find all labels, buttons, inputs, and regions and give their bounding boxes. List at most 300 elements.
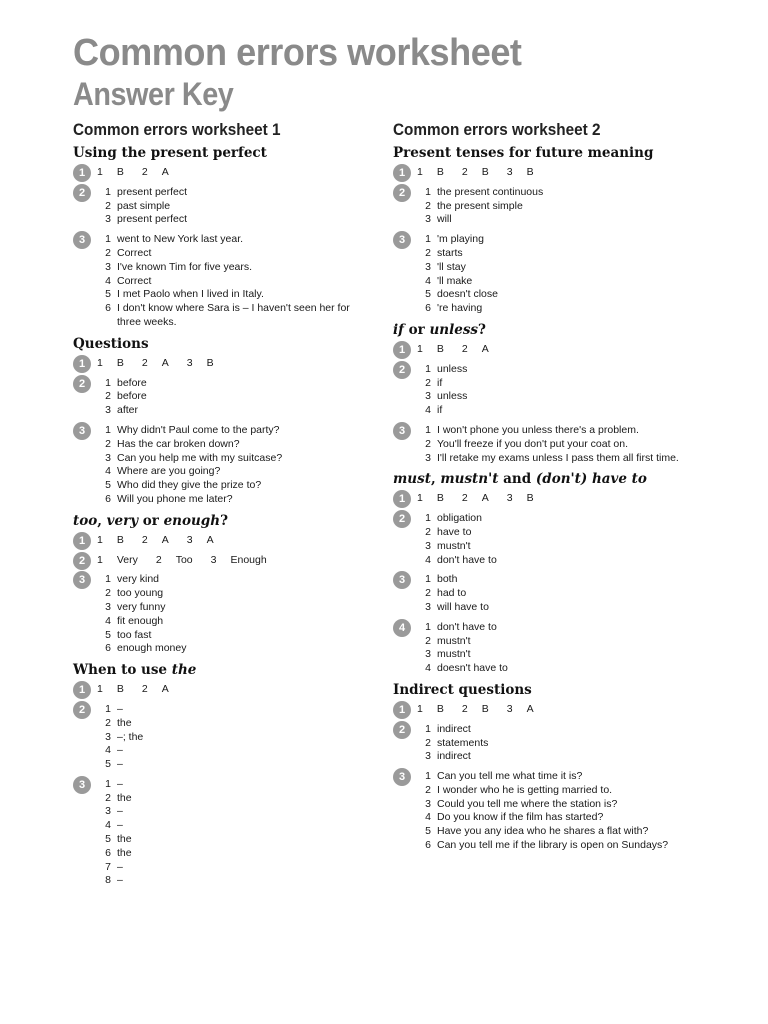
answer-number: 1 (417, 702, 423, 715)
answer-text: Have you any idea who he shares a flat with? (437, 825, 649, 838)
exercise-number-badge: 1 (393, 341, 411, 359)
exercise-number-badge: 3 (393, 231, 411, 249)
answer-row (417, 275, 723, 289)
answer-text: Who did they give the prize to? (117, 479, 262, 492)
answer-number: 2 (425, 525, 431, 538)
answer-text: 'll make (437, 274, 473, 287)
answer-row (417, 424, 723, 438)
answer-text: A (161, 166, 169, 178)
section-title-part: Questions (73, 335, 149, 352)
answer-row (97, 213, 373, 227)
answer-number: 2 (425, 376, 431, 389)
inline-answers (417, 166, 723, 180)
inline-answers (417, 343, 723, 357)
answer-text: Correct (117, 246, 152, 259)
inline-answers (97, 683, 373, 697)
exercise (393, 770, 723, 853)
answer-number: 1 (425, 423, 431, 436)
answer-number: 1 (425, 722, 431, 735)
answer-text: B (116, 683, 124, 696)
answer-row (97, 233, 373, 247)
answer-text: Why didn't Paul come to the party? (117, 423, 280, 436)
answer-number: 4 (425, 404, 431, 417)
answer-text: obligation (437, 512, 482, 525)
exercise-number-badge: 2 (73, 375, 91, 393)
answer-row (417, 200, 723, 214)
answer-row (417, 512, 723, 526)
answer-text: Can you tell me what time it is? (437, 770, 583, 783)
answer-row (97, 424, 373, 438)
answer-text: mustn't (437, 648, 471, 661)
answer-row (97, 200, 373, 214)
answer-number: 3 (105, 404, 111, 417)
answer-pair (97, 554, 138, 568)
answer-text: – (117, 874, 123, 887)
answer-text: B (116, 356, 124, 369)
exercise (393, 363, 723, 418)
answer-number: 2 (105, 437, 111, 450)
answer-row (97, 465, 373, 479)
answer-number: 1 (105, 185, 111, 198)
answer-number: 4 (105, 744, 111, 757)
section-title (393, 145, 723, 161)
worksheet-1-column (73, 120, 373, 894)
section-title-part: too (73, 512, 98, 529)
answer-row (97, 493, 373, 507)
answer-text: – (117, 702, 123, 715)
answer-row (97, 717, 373, 731)
section-title-part: if (393, 321, 404, 338)
answer-pair (187, 357, 214, 371)
answer-pair (211, 554, 267, 568)
answer-text: mustn't (437, 539, 471, 552)
answer-row (417, 573, 723, 587)
answer-text: B (526, 166, 534, 178)
section-title (73, 662, 373, 678)
section-title (73, 336, 373, 352)
answer-text: Too (175, 553, 193, 566)
section-title-part: or (138, 512, 164, 529)
answer-row (417, 825, 723, 839)
exercise-number-badge: 1 (73, 355, 91, 373)
answer-text: if (437, 404, 443, 417)
answer-number: 1 (97, 356, 103, 369)
answer-text: – (117, 744, 123, 757)
answer-number: 1 (97, 166, 103, 178)
answer-text: will have to (437, 600, 489, 613)
answer-number: 2 (425, 736, 431, 749)
worksheet-title: Common errors worksheet 1 (73, 120, 281, 139)
answer-number: 5 (105, 833, 111, 846)
section-title-part: unless (429, 321, 479, 338)
answer-row (417, 587, 723, 601)
answer-text: present perfect (117, 213, 188, 226)
exercise-number-badge: 1 (73, 681, 91, 699)
answer-text: don't have to (437, 553, 497, 566)
answer-pair (97, 166, 124, 180)
answer-pair (97, 357, 124, 371)
section-title (393, 471, 723, 487)
inline-answers (97, 357, 373, 371)
answer-text: You'll freeze if you don't put your coat on. (437, 437, 628, 450)
answer-row (417, 261, 723, 275)
section-title-part: , (430, 471, 441, 488)
answer-pair (97, 683, 124, 697)
answer-pair (97, 534, 124, 548)
answer-row (417, 839, 723, 853)
answer-text: A (206, 533, 214, 546)
answer-text: B (436, 492, 444, 505)
answer-section (393, 145, 723, 316)
answer-text: B (436, 166, 444, 178)
answer-text: unless (437, 362, 468, 375)
answer-row (417, 554, 723, 568)
answer-row (97, 731, 373, 745)
answer-text: too young (117, 587, 164, 600)
answer-number: 2 (141, 683, 148, 696)
answer-number: 1 (417, 492, 423, 505)
answer-row (97, 861, 373, 875)
answer-number: 2 (425, 783, 431, 796)
answer-row (417, 438, 723, 452)
answer-row (417, 186, 723, 200)
answer-pair (462, 703, 489, 717)
answer-number: 3 (425, 600, 431, 613)
answer-pair (507, 703, 534, 717)
answer-text: Correct (117, 274, 152, 287)
exercise (393, 573, 723, 614)
exercise-number-badge: 1 (393, 164, 411, 182)
answer-row (417, 302, 723, 316)
answer-row (97, 601, 373, 615)
answer-text: past simple (117, 199, 171, 212)
section-title-part: ? (478, 321, 486, 338)
page-title: Common errors worksheet (73, 32, 522, 74)
answer-number: 1 (425, 620, 431, 633)
answer-row (97, 186, 373, 200)
exercise (73, 357, 373, 371)
exercise (73, 778, 373, 888)
answer-text: too fast (117, 628, 152, 641)
exercise (73, 186, 373, 227)
answer-section (73, 336, 373, 507)
answer-section (393, 322, 723, 465)
exercise (73, 554, 373, 568)
answer-text: went to New York last year. (117, 233, 244, 246)
answer-number: 3 (105, 730, 111, 743)
answer-number: 4 (425, 662, 431, 675)
answer-number: 4 (425, 274, 431, 287)
answer-text: B (526, 492, 534, 505)
worksheet-2-column (393, 120, 723, 859)
answer-section (73, 513, 373, 656)
exercise-number-badge: 2 (393, 510, 411, 528)
answer-text: statements (437, 736, 489, 749)
answer-text: Where are you going? (117, 465, 221, 478)
answer-text: –; the (117, 730, 144, 743)
answer-text: A (161, 683, 169, 696)
answer-row (97, 642, 373, 656)
answer-number: 2 (105, 791, 111, 804)
answer-row (97, 758, 373, 772)
section-title-part: enough (163, 512, 221, 529)
answer-section (73, 145, 373, 330)
answer-text: A (481, 492, 489, 505)
answer-text: A (526, 702, 534, 715)
exercise-number-badge: 3 (393, 422, 411, 440)
answer-number: 3 (105, 213, 111, 226)
answer-row (97, 261, 373, 275)
answer-text: before (117, 376, 147, 389)
answer-number: 5 (425, 825, 431, 838)
answer-number: 2 (461, 342, 468, 355)
answer-text: indirect (437, 750, 471, 763)
answer-number: 5 (105, 628, 111, 641)
answer-text: – (117, 805, 123, 818)
answer-text: B (436, 702, 444, 715)
answer-row (97, 573, 373, 587)
inline-answers (97, 554, 373, 568)
section-title-part: very (106, 512, 139, 529)
answer-number: 3 (425, 451, 431, 464)
answer-pair (507, 492, 534, 506)
answer-number: 2 (105, 199, 111, 212)
answer-text: A (481, 342, 489, 355)
section-title-part: , (97, 512, 107, 529)
answer-number: 6 (105, 642, 111, 655)
exercise (393, 424, 723, 465)
exercise-number-badge: 2 (393, 361, 411, 379)
answer-row (417, 288, 723, 302)
answer-pair (417, 703, 444, 717)
exercise-number-badge: 1 (393, 701, 411, 719)
exercise (73, 703, 373, 772)
answer-number: 2 (141, 356, 148, 369)
exercise (393, 492, 723, 506)
answer-row (417, 540, 723, 554)
answer-number: 1 (97, 553, 103, 566)
answer-row (417, 770, 723, 784)
answer-text: don't have to (437, 620, 497, 633)
answer-number: 1 (105, 702, 111, 715)
answer-text: 'll stay (437, 260, 466, 273)
answer-row (417, 390, 723, 404)
section-title-part: and (498, 471, 536, 488)
exercise (393, 233, 723, 316)
exercise-number-badge: 4 (393, 619, 411, 637)
exercise (393, 703, 723, 717)
answer-number: 2 (461, 166, 468, 178)
answer-number: 2 (461, 492, 468, 505)
answer-number: 3 (105, 260, 111, 273)
exercise-number-badge: 3 (393, 571, 411, 589)
answer-number: 2 (425, 199, 431, 212)
answer-number: 1 (105, 376, 111, 389)
answer-number: 1 (417, 166, 423, 178)
answer-number: 5 (105, 479, 111, 492)
exercise (73, 424, 373, 507)
answer-number: 5 (105, 288, 111, 301)
exercise (73, 166, 373, 180)
answer-number: 3 (425, 750, 431, 763)
answer-text: very funny (117, 600, 166, 613)
answer-row (417, 601, 723, 615)
answer-row (417, 737, 723, 751)
exercise (393, 621, 723, 676)
answer-number: 4 (425, 553, 431, 566)
answer-number: 3 (425, 797, 431, 810)
answer-text: Do you know if the film has started? (437, 811, 604, 824)
answer-row (97, 288, 373, 302)
answer-text: have to (437, 525, 472, 538)
section-title (393, 322, 723, 338)
answer-number: 3 (425, 390, 431, 403)
answer-text: B (206, 356, 214, 369)
answer-text: Enough (230, 553, 267, 566)
answer-text: I met Paolo when I lived in Italy. (117, 288, 264, 301)
exercise-number-badge: 2 (393, 721, 411, 739)
answer-text: present perfect (117, 185, 188, 198)
answer-number: 2 (425, 246, 431, 259)
exercise-number-badge: 3 (73, 422, 91, 440)
answer-pair (142, 166, 169, 180)
answer-row (97, 404, 373, 418)
section-title-part: Indirect questions (393, 681, 532, 698)
answer-pair (417, 492, 444, 506)
answer-row (417, 363, 723, 377)
answer-row (417, 662, 723, 676)
answer-section (393, 471, 723, 676)
answer-text: Very (116, 553, 138, 566)
answer-number: 2 (105, 587, 111, 600)
answer-row (97, 805, 373, 819)
answer-text: doesn't have to (437, 662, 508, 675)
answer-number: 4 (105, 614, 111, 627)
answer-number: 3 (186, 356, 193, 369)
answer-row (97, 438, 373, 452)
exercise (393, 186, 723, 227)
answer-pair (462, 492, 489, 506)
answer-text: I won't phone you unless there's a problem. (437, 423, 639, 436)
answer-number: 1 (425, 233, 431, 246)
answer-row (417, 723, 723, 737)
answer-text: B (481, 702, 489, 715)
answer-text: the present continuous (437, 185, 544, 198)
answer-row (97, 615, 373, 629)
answer-number: 1 (97, 533, 103, 546)
answer-pair (462, 343, 489, 357)
answer-number: 3 (506, 492, 513, 505)
exercise-number-badge: 3 (73, 231, 91, 249)
answer-text: I don't know where Sara is – I haven't seen her for three weeks. (117, 302, 350, 328)
answer-number: 6 (105, 302, 111, 315)
answer-number: 2 (105, 390, 111, 403)
exercise-number-badge: 2 (73, 184, 91, 202)
answer-text: – (117, 777, 123, 790)
answer-row (97, 302, 373, 330)
section-title (73, 145, 373, 161)
answer-text: Will you phone me later? (117, 492, 233, 505)
answer-row (97, 377, 373, 391)
answer-text: the present simple (437, 199, 523, 212)
answer-text: the (117, 716, 132, 729)
answer-number: 3 (210, 553, 217, 566)
answer-number: 3 (105, 451, 111, 464)
answer-number: 7 (105, 860, 111, 873)
answer-text: fit enough (117, 614, 164, 627)
inline-answers (417, 492, 723, 506)
answer-pair (187, 534, 214, 548)
answer-text: Could you tell me where the station is? (437, 797, 618, 810)
answer-row (97, 874, 373, 888)
answer-section (393, 682, 723, 853)
answer-text: B (116, 533, 124, 546)
answer-row (97, 452, 373, 466)
answer-number: 2 (105, 716, 111, 729)
section-title-part: When to use (73, 662, 172, 679)
worksheet-title: Common errors worksheet 2 (393, 120, 601, 139)
exercise (393, 723, 723, 764)
answer-number: 2 (105, 246, 111, 259)
answer-row (417, 233, 723, 247)
exercise (73, 573, 373, 656)
answer-text: I wonder who he is getting married to. (437, 783, 613, 796)
page-subtitle: Answer Key (73, 76, 234, 112)
section-title-part: mustn't (440, 471, 499, 488)
answer-text: will (437, 213, 452, 226)
section-title-part: (don't) have to (535, 471, 647, 488)
answer-number: 2 (425, 587, 431, 600)
exercise-number-badge: 1 (73, 164, 91, 182)
exercise (73, 534, 373, 548)
answer-text: the (117, 833, 132, 846)
answer-number: 6 (105, 492, 111, 505)
answer-text: had to (437, 587, 467, 600)
answer-text: unless (437, 390, 468, 403)
answer-text: both (437, 573, 458, 586)
exercise (73, 377, 373, 418)
answer-row (417, 621, 723, 635)
answer-number: 3 (425, 213, 431, 226)
exercise-number-badge: 2 (393, 184, 411, 202)
answer-number: 1 (425, 512, 431, 525)
exercise-number-badge: 3 (73, 571, 91, 589)
answer-pair (462, 166, 489, 180)
answer-row (97, 390, 373, 404)
answer-text: mustn't (437, 634, 471, 647)
answer-row (97, 275, 373, 289)
answer-pair (156, 554, 193, 568)
answer-row (97, 587, 373, 601)
answer-number: 1 (417, 342, 423, 355)
answer-row (417, 750, 723, 764)
answer-text: – (117, 758, 123, 771)
answer-pair (417, 343, 444, 357)
answer-row (417, 213, 723, 227)
answer-number: 2 (425, 437, 431, 450)
inline-answers (97, 534, 373, 548)
answer-section (73, 662, 373, 888)
answer-row (417, 377, 723, 391)
answer-text: doesn't close (437, 288, 498, 301)
answer-row (97, 479, 373, 493)
section-title-part: or (403, 321, 430, 338)
section-title (393, 682, 723, 698)
exercise (73, 233, 373, 330)
answer-number: 1 (105, 423, 111, 436)
answer-row (97, 247, 373, 261)
answer-text: very kind (117, 573, 160, 586)
